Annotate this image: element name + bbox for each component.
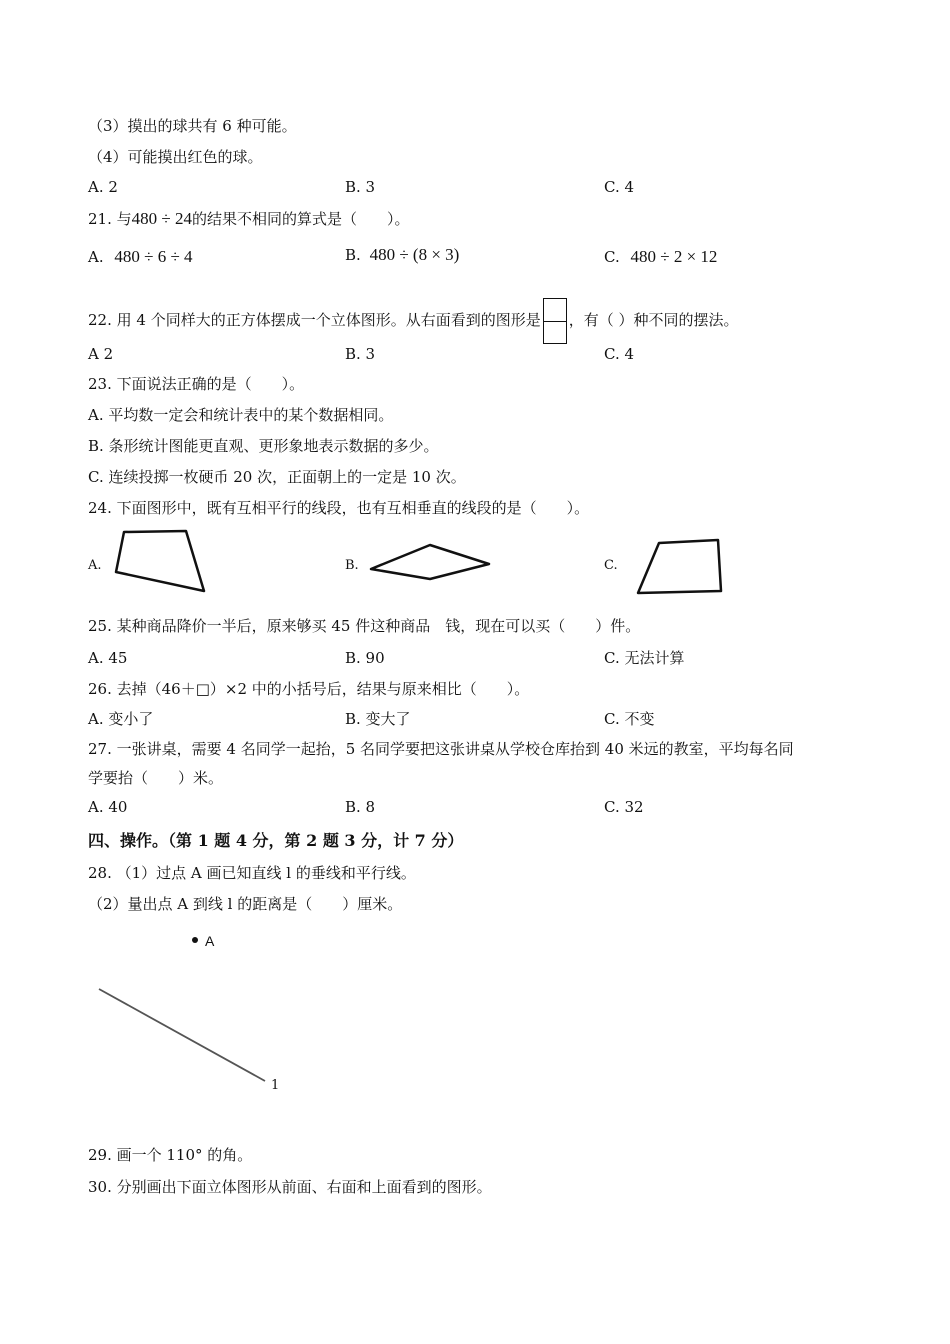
q21-expression: 480 ÷ 24 bbox=[131, 209, 192, 228]
q22-stem bbox=[88, 298, 739, 344]
q24-stem: 24. 下面图形中，既有互相平行的线段，也有互相垂直的线段的是（ ）。 bbox=[88, 499, 590, 517]
q22-text-after: ，有（ ）种不同的摆法。 bbox=[568, 311, 739, 329]
q24-label-b: B. bbox=[345, 558, 359, 573]
q27-option-c: C. 32 bbox=[604, 798, 644, 816]
q26-option-a: A. 变小了 bbox=[88, 710, 154, 728]
q27-stem-line-1: 27. 一张讲桌，需要 4 名同学一起抬，5 名同学要把这张讲桌从学校仓库抬到 40 米远的教室，平均每名同 bbox=[88, 740, 794, 758]
section-4-heading: 四、操作。（第 1 题 4 分，第 2 题 3 分，计 7 分） bbox=[88, 831, 464, 850]
q21-prefix: 与 bbox=[116, 210, 132, 228]
q22-option-a: A 2 bbox=[88, 345, 114, 363]
q20-statement-3: （3）摸出的球共有 6 种可能。 bbox=[88, 117, 297, 135]
q21-option-c bbox=[604, 247, 717, 267]
q28-part-2: （2）量出点 A 到线 l 的距离是（ ）厘米。 bbox=[88, 895, 403, 913]
q21-option-a bbox=[88, 247, 193, 267]
q22-option-b: B. 3 bbox=[345, 345, 376, 363]
q25-option-a: A. 45 bbox=[88, 649, 128, 667]
q28-part-1: 28. （1）过点 A 画已知直线 l 的垂线和平行线。 bbox=[88, 864, 416, 882]
q24-shape-a bbox=[112, 528, 212, 598]
q28-figure bbox=[90, 930, 290, 1095]
q24-shape-c bbox=[634, 537, 728, 597]
q23-option-c: C. 连续投掷一枚硬币 20 次，正面朝上的一定是 10 次。 bbox=[88, 468, 466, 486]
q20-option-c: C. 4 bbox=[604, 178, 635, 196]
q24-shape-b bbox=[368, 542, 494, 582]
q29-stem: 29. 画一个 110° 的角。 bbox=[88, 1146, 253, 1164]
q25-option-b: B. 90 bbox=[345, 649, 385, 667]
q21-option-b bbox=[345, 245, 459, 265]
q21-option-a-letter: A. bbox=[88, 248, 104, 266]
q27-option-b: B. 8 bbox=[345, 798, 376, 816]
q25-option-c: C. 无法计算 bbox=[604, 649, 685, 667]
q23-stem: 23. 下面说法正确的是（ ）。 bbox=[88, 375, 305, 393]
q27-stem-line-2: 学要抬（ ）米。 bbox=[88, 769, 224, 787]
q25-stem: 25. 某种商品降价一半后，原来够买 45 件这种商品 钱，现在可以买（ ）件。 bbox=[88, 617, 641, 635]
q28-point-a bbox=[192, 937, 198, 943]
q22-option-c: C. 4 bbox=[604, 345, 635, 363]
q26-stem: 26. 去掉（46＋□）×2 中的小括号后，结果与原来相比（ ）。 bbox=[88, 680, 530, 698]
q28-line-l bbox=[99, 989, 265, 1081]
q21-suffix: 的结果不相同的算式是（ ）。 bbox=[192, 210, 410, 228]
q23-option-a: A. 平均数一定会和统计表中的某个数据相同。 bbox=[88, 406, 394, 424]
q24-label-c: C. bbox=[604, 558, 618, 573]
q21-option-c-letter: C. bbox=[604, 248, 620, 266]
q28-point-a-label: A bbox=[205, 933, 215, 949]
q21-stem bbox=[88, 209, 410, 229]
q21-option-b-expr: 480 ÷ (8 × 3) bbox=[369, 245, 460, 264]
q24-label-a: A. bbox=[88, 558, 102, 573]
q26-option-c: C. 不变 bbox=[604, 710, 655, 728]
q20-option-b: B. 3 bbox=[345, 178, 376, 196]
q22-right-view-figure bbox=[543, 298, 567, 344]
q21-option-c-expr: 480 ÷ 2 × 12 bbox=[630, 247, 718, 266]
q21-number: 21. bbox=[88, 210, 112, 228]
q21-option-a-expr: 480 ÷ 6 ÷ 4 bbox=[114, 247, 193, 266]
q22-text-before: 22. 用 4 个同样大的正方体摆成一个立体图形。从右面看到的图形是 bbox=[88, 311, 541, 329]
q22-figure-divider bbox=[544, 321, 566, 322]
q20-option-a: A. 2 bbox=[88, 178, 118, 196]
q23-option-b: B. 条形统计图能更直观、更形象地表示数据的多少。 bbox=[88, 437, 439, 455]
q26-option-b: B. 变大了 bbox=[345, 710, 411, 728]
q30-stem: 30. 分别画出下面立体图形从前面、右面和上面看到的图形。 bbox=[88, 1178, 492, 1196]
q27-option-a: A. 40 bbox=[88, 798, 128, 816]
q28-line-l-label: 1 bbox=[271, 1078, 280, 1093]
q21-option-b-letter: B. bbox=[345, 246, 361, 264]
q20-statement-4: （4）可能摸出红色的球。 bbox=[88, 148, 263, 166]
